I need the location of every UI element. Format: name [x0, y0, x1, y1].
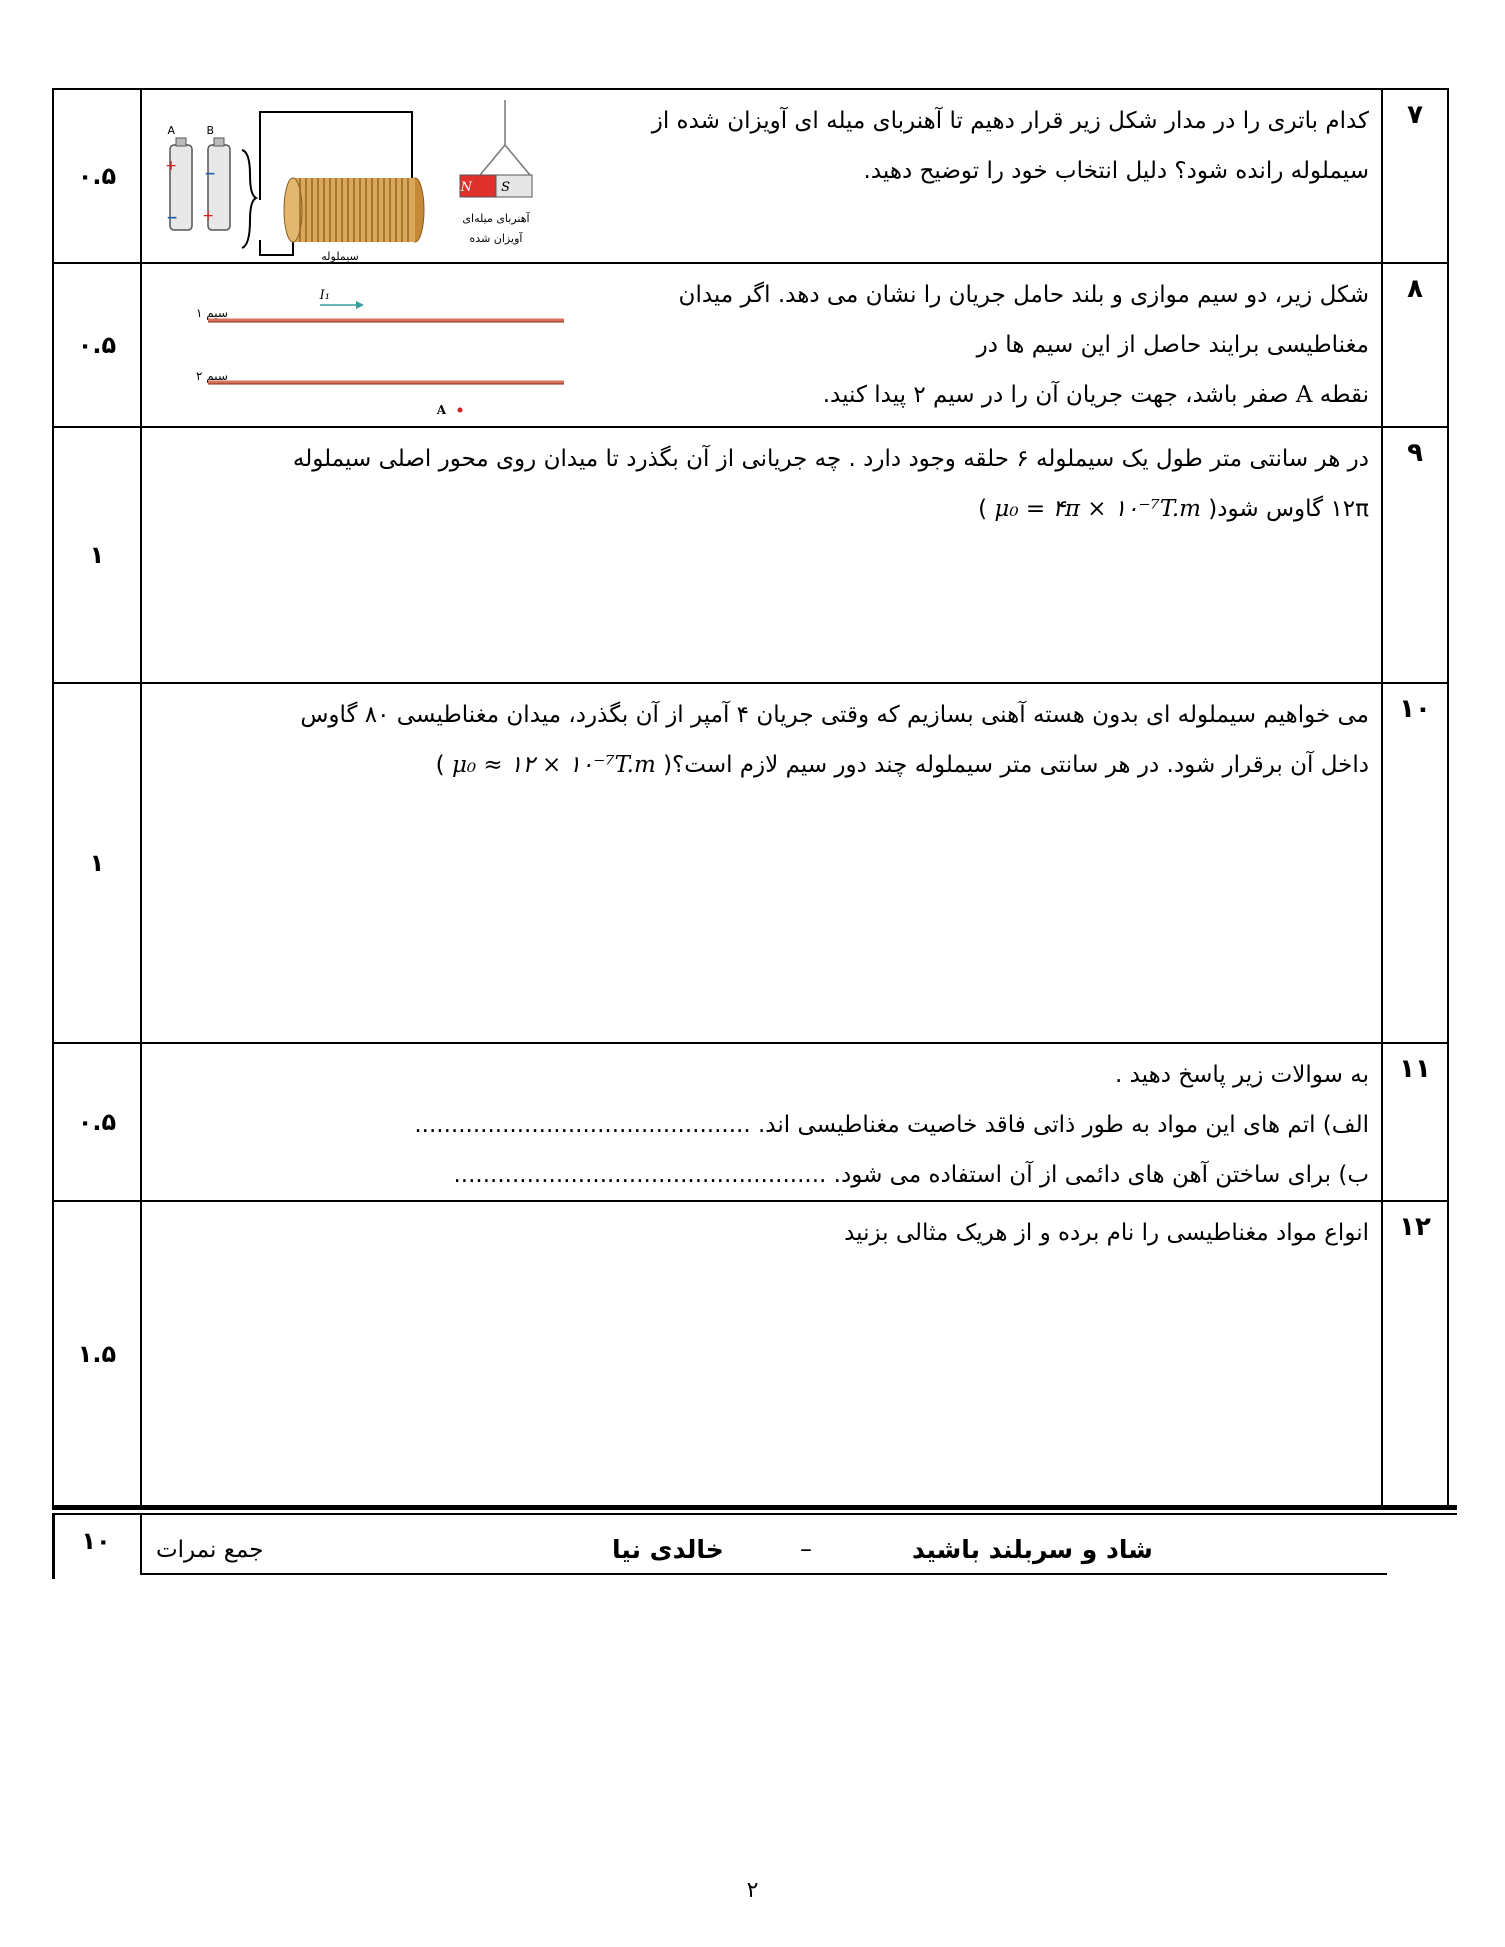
- battery-a-minus: −: [166, 210, 178, 226]
- point-a-figure-label: A: [436, 403, 446, 417]
- wire-1-label: سیم ۱: [196, 306, 228, 320]
- question-line-part: ۱۲π گاوس شود(: [1208, 496, 1369, 522]
- total-score: ۱۰: [81, 1527, 111, 1555]
- question-row-9: [53, 427, 1448, 683]
- question-line-part: ): [978, 496, 988, 522]
- magnet-n-label: N: [460, 180, 472, 195]
- question-content: [141, 89, 1382, 263]
- solenoid-label: سیملوله: [321, 250, 359, 262]
- closing-wish: شاد و سربلند باشید: [912, 1535, 1153, 1564]
- score-cell: ۰.۵: [53, 1043, 141, 1201]
- question-content: [141, 263, 1382, 427]
- footer-dash: –: [800, 1535, 812, 1563]
- question-number: ۷: [1382, 89, 1448, 263]
- score-cell: ۱.۵: [53, 1201, 141, 1507]
- point-a-label: A: [1295, 382, 1313, 408]
- question-line: شکل زیر، دو سیم موازی و بلند حامل جریان را نشان می دهد. اگر میدان: [678, 282, 1369, 308]
- question-line-part: صفر باشد، جهت جریان آن را در سیم ۲ پیدا کنید.: [822, 382, 1289, 408]
- question-row-12: [53, 1201, 1448, 1507]
- battery-a-label: A: [167, 124, 175, 137]
- battery-b-plus: +: [202, 208, 214, 224]
- magnet-label-2: آویزان شده: [469, 232, 523, 245]
- question-row-7: [53, 89, 1448, 263]
- solenoid-circuit-figure: [150, 100, 570, 262]
- score-cell: ۰.۵: [53, 89, 141, 263]
- score-cell: ۱: [53, 683, 141, 1043]
- score-cell: ۱: [53, 427, 141, 683]
- question-line: [154, 484, 1369, 534]
- magnet-s-label: S: [501, 180, 510, 195]
- question-line: به سوالات زیر پاسخ دهید .: [1114, 1062, 1369, 1088]
- question-line: مغناطیسی برایند حاصل از این سیم ها در: [976, 332, 1369, 358]
- question-content: [141, 1043, 1382, 1201]
- question-line: الف) اتم های این مواد به طور ذاتی فاقد خاصیت مغناطیسی اند. ..............................................: [414, 1112, 1369, 1138]
- battery-a-plus: +: [165, 158, 177, 174]
- page-number: ۲: [746, 1878, 759, 1903]
- score-cell: ۰.۵: [53, 263, 141, 427]
- circuit-wire-bottom: [260, 240, 293, 255]
- question-number: ۱۰: [1382, 683, 1448, 1043]
- exam-footer: [52, 1505, 1457, 1577]
- question-line: انواع مواد مغناطیسی را نام برده و از هریک مثالی بزنید: [844, 1220, 1369, 1246]
- question-line: می خواهیم سیملوله ای بدون هسته آهنی بسازیم که وقتی جریان ۴ آمپر از آن بگذرد، میدان مغناطیسی ۸۰ گاوس: [300, 702, 1369, 728]
- question-line: کدام باتری را در مدار شکل زیر قرار دهیم تا آهنربای میله ای آویزان شده از: [651, 108, 1369, 134]
- parallel-wires-figure: [152, 278, 572, 418]
- formula: μ₀ ≈ ۱۲ × ۱۰⁻⁷T.m: [451, 752, 656, 778]
- question-line: [154, 740, 1369, 790]
- battery-b-label: B: [206, 124, 214, 137]
- total-label: جمع نمرات: [156, 1537, 264, 1563]
- magnet-label-1: آهنربای میله‌ای: [462, 212, 530, 225]
- solenoid-coil-icon: [284, 178, 424, 242]
- exam-sheet: [52, 88, 1449, 1508]
- formula: μ₀ = ۴π × ۱۰⁻⁷T.m: [994, 496, 1201, 522]
- wire-2-label: سیم ۲: [196, 369, 228, 383]
- footer-rule-thin: [52, 1513, 1457, 1515]
- question-number: ۱۱: [1382, 1043, 1448, 1201]
- question-row-11: [53, 1043, 1448, 1201]
- question-line-part: ): [435, 752, 445, 778]
- current-label: I₁: [319, 288, 330, 303]
- footer-rule: [52, 1505, 1457, 1510]
- question-line: در هر سانتی متر طول یک سیملوله ۶ حلقه وجود دارد . چه جریانی از آن بگذرد تا میدان روی محور اصلی سیملوله: [292, 446, 1369, 472]
- question-content: [141, 1201, 1382, 1507]
- questions-table: [52, 88, 1449, 1508]
- teacher-name: خالدی نیا: [612, 1535, 724, 1564]
- brace-icon: [242, 150, 256, 248]
- question-number: ۹: [1382, 427, 1448, 683]
- question-line-part: داخل آن برقرار شود. در هر سانتی متر سیملوله چند دور سیم لازم است؟(: [663, 752, 1369, 778]
- question-number: ۱۲: [1382, 1201, 1448, 1507]
- battery-b-minus: −: [204, 166, 216, 182]
- question-content: [141, 683, 1382, 1043]
- question-line-part: نقطه: [1319, 382, 1369, 408]
- question-number: ۸: [1382, 263, 1448, 427]
- question-row-8: [53, 263, 1448, 427]
- point-a-dot: [458, 408, 463, 413]
- question-content: [141, 427, 1382, 683]
- question-line: [582, 370, 1369, 420]
- question-line: سیملوله رانده شود؟ دلیل انتخاب خود را توضیح دهید.: [863, 158, 1369, 184]
- question-line: ب) برای ساختن آهن های دائمی از آن استفاده می شود. ...................................................: [453, 1162, 1369, 1188]
- footer-bottom-line: [140, 1573, 1387, 1575]
- question-row-10: [53, 683, 1448, 1043]
- footer-separator: [140, 1513, 142, 1575]
